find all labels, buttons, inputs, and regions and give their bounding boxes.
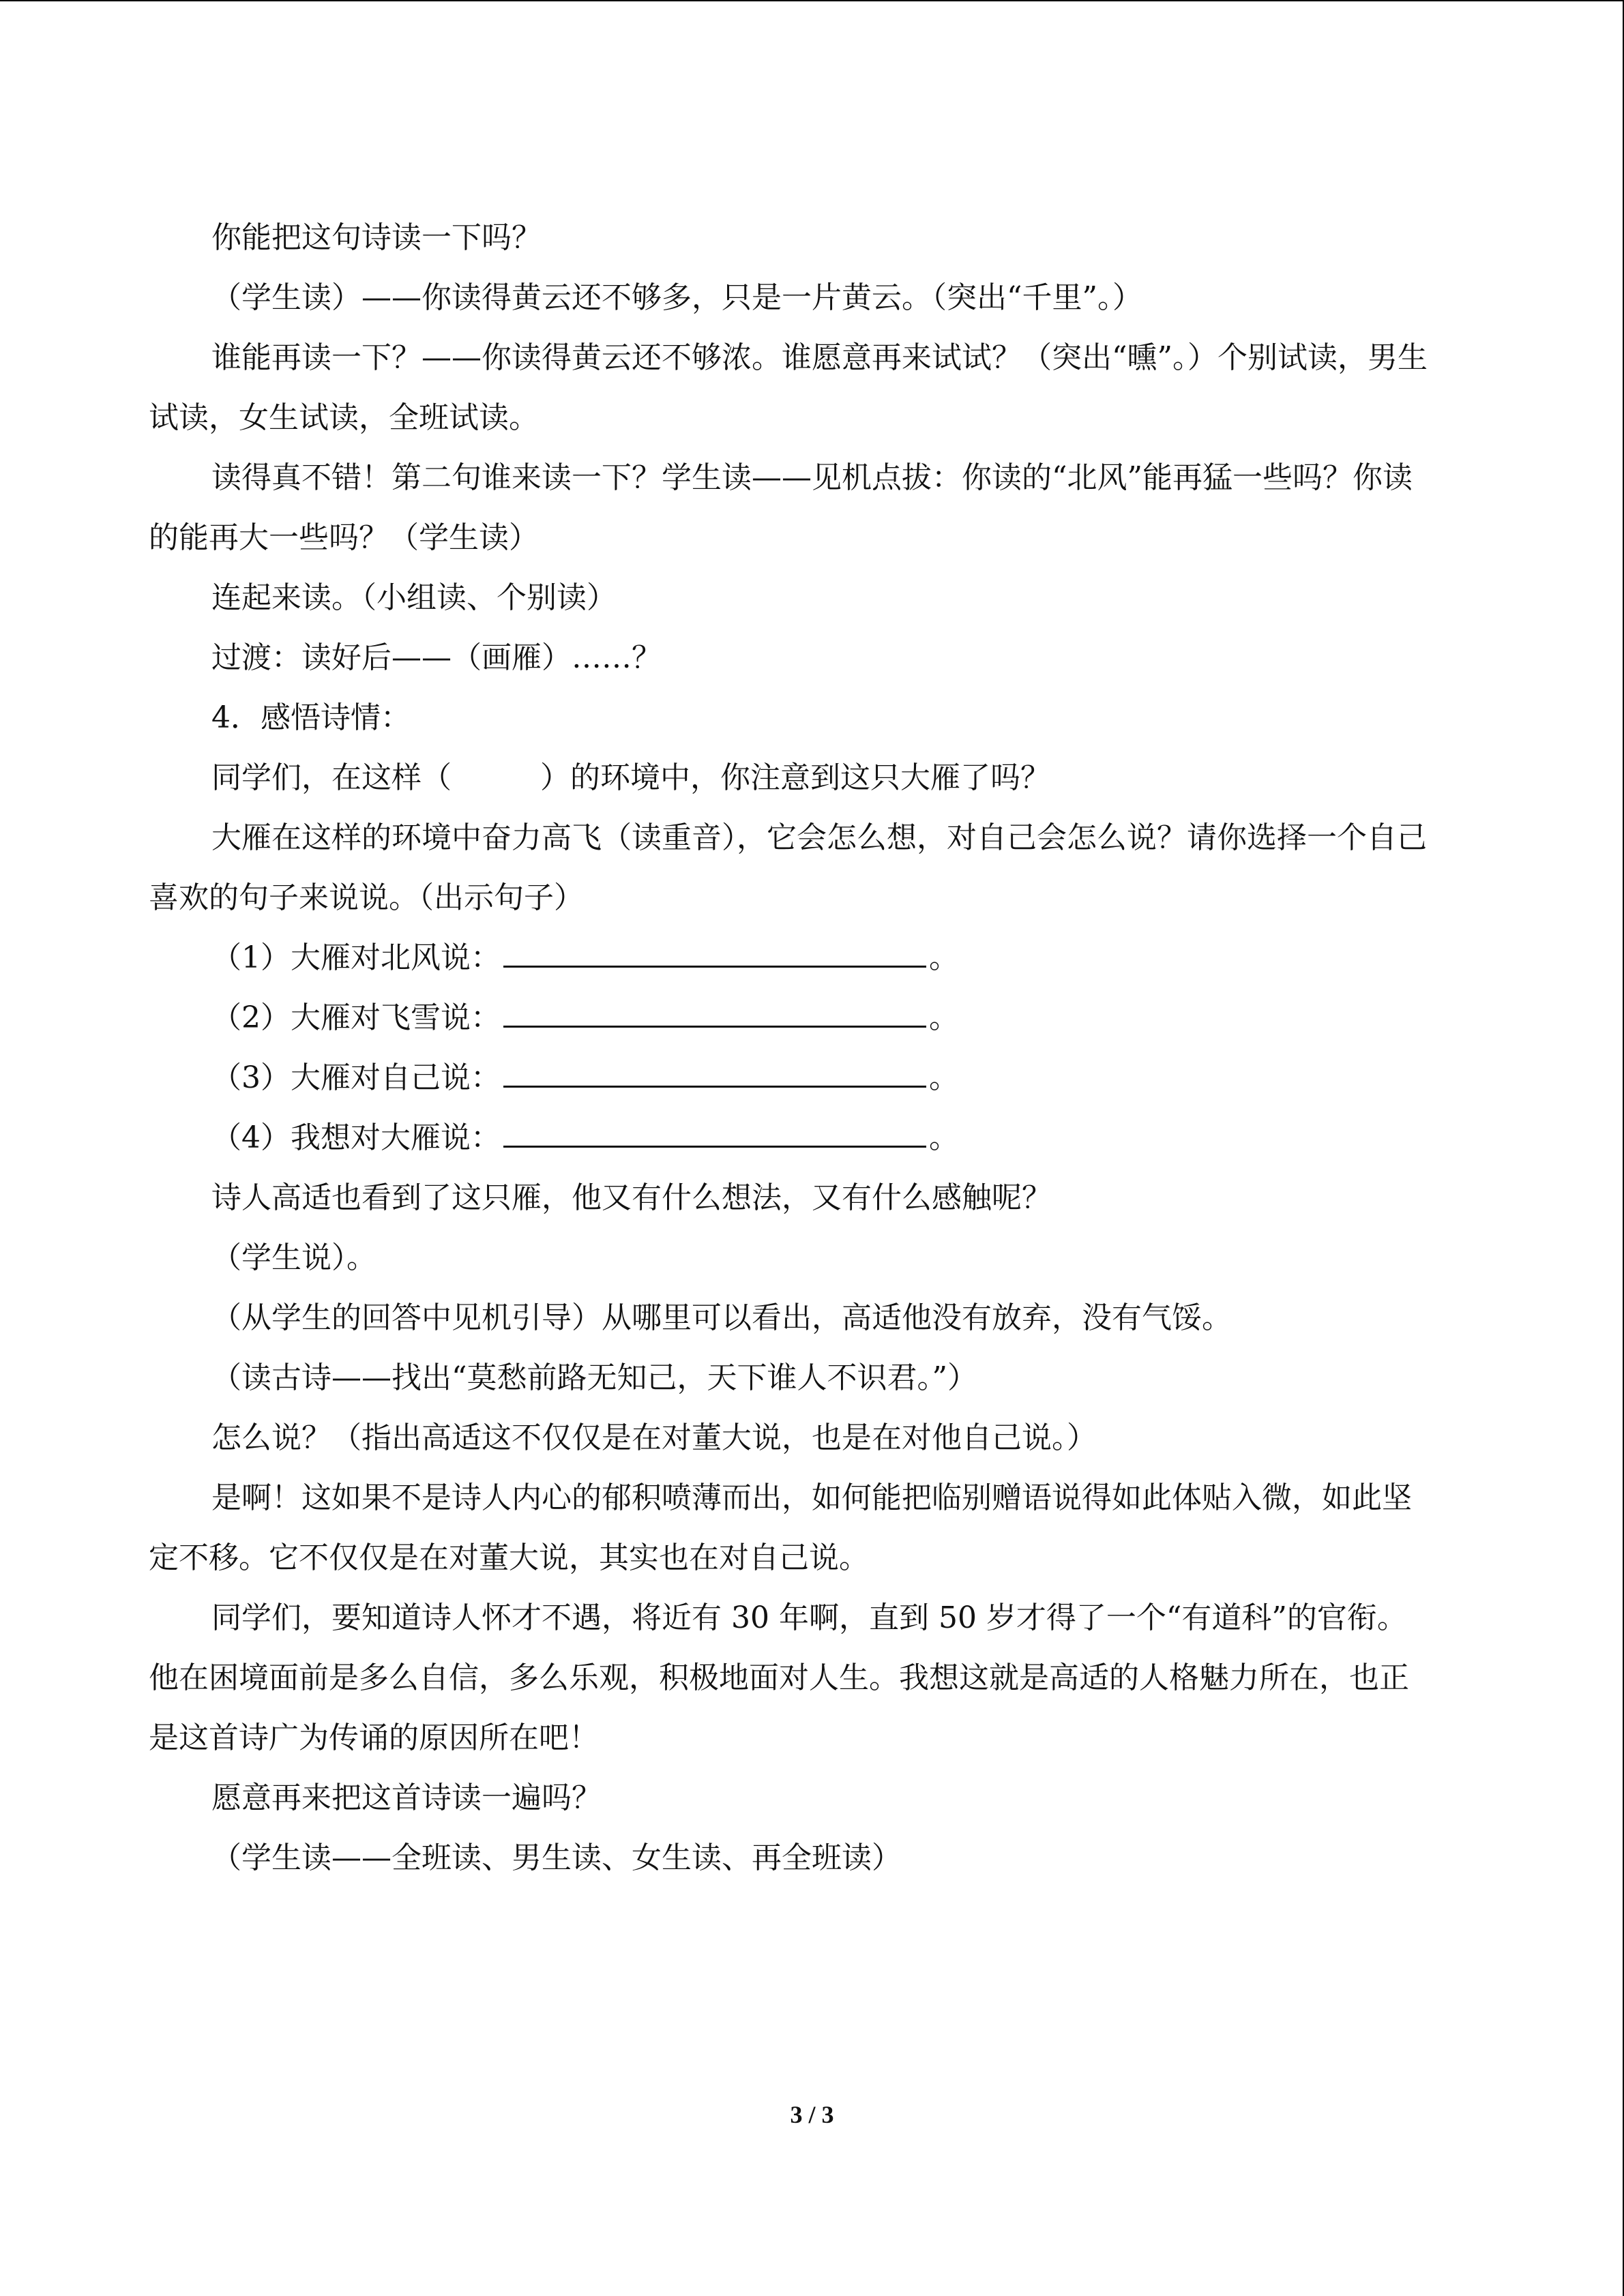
blank-sentence-after: ）的环境中，你注意到这只大雁了吗？: [540, 760, 1050, 795]
fill-blank-line: [503, 938, 926, 968]
page-number: 3 / 3: [790, 2101, 834, 2128]
paragraph: 是啊！这如果不是诗人内心的郁积喷薄而出，如何能把临别赠语说得如此体贴入微，如此坚定不移。它不仅仅是在对董大说，其实也在对自己说。: [149, 1480, 1412, 1575]
fill-item-end: 。: [929, 940, 959, 975]
section-heading: 4．感悟诗情：: [211, 700, 411, 735]
paragraph: 怎么说？（指出高适这不仅仅是在对董大说，也是在对他自己说。）: [211, 1420, 1097, 1455]
paragraph: 你能把这句诗读一下吗？: [211, 220, 542, 255]
paragraph: （从学生的回答中见机引导）从哪里可以看出，高适他没有放弃，没有气馁。: [211, 1300, 1232, 1335]
fill-item: [149, 988, 1431, 1048]
paragraph: 愿意再来把这首诗读一遍吗？: [211, 1780, 602, 1815]
fill-blank-line: [503, 1058, 926, 1088]
paragraph: 大雁在这样的环境中奋力高飞（读重音），它会怎么想，对自己会怎么说？请你选择一个自己喜欢的句子来说说。（出示句子）: [149, 820, 1427, 915]
paragraph: 过渡：读好后——（画雁）……？: [211, 640, 662, 675]
paragraph: （学生说）。: [211, 1240, 377, 1275]
fill-blank-line: [503, 1118, 926, 1148]
fill-item-end: 。: [929, 1000, 959, 1035]
paragraph: 读得真不错！第二句谁来读一下？学生读——见机点拔：你读的“北风”能再猛一些吗？你读的能再大一些吗？（学生读）: [149, 460, 1413, 555]
fill-item: [149, 1048, 1431, 1108]
fill-item-end: 。: [929, 1120, 959, 1155]
paragraph: 同学们，要知道诗人怀才不遇，将近有 30 年啊，直到 50 岁才得了一个“有道科”的官衔。他在困境面前是多么自信，多么乐观，积极地面对人生。我想这就是高适的人格魅力所在，也正是这首诗广为传诵的原因所在吧！: [149, 1600, 1409, 1755]
paragraph: （学生读——全班读、男生读、女生读、再全班读）: [211, 1840, 902, 1875]
fill-item-end: 。: [929, 1060, 959, 1095]
paragraph: （学生读）——你读得黄云还不够多，只是一片黄云。（突出“千里”。）: [211, 280, 1142, 315]
paragraph: 谁能再读一下？——你读得黄云还不够浓。谁愿意再来试试？（突出“曛”。）个别试读，男生试读，女生试读，全班试读。: [149, 340, 1428, 435]
paragraph: 诗人高适也看到了这只雁，他又有什么想法，又有什么感触呢？: [211, 1180, 1052, 1215]
fill-item-label: （3）大雁对自己说：: [211, 1060, 501, 1095]
fill-item-label: （4）我想对大雁说：: [211, 1120, 501, 1155]
fill-item: [149, 1108, 1431, 1168]
blank-sentence-before: 同学们，在这样（: [211, 760, 452, 795]
fill-item: [149, 928, 1431, 988]
paragraph: 连起来读。（小组读、个别读）: [211, 580, 617, 615]
document-body: [149, 208, 1431, 1888]
fill-item-label: （1）大雁对北风说：: [211, 940, 501, 975]
paragraph: （读古诗——找出“莫愁前路无知己，天下谁人不识君。”）: [211, 1360, 977, 1395]
fill-item-label: （2）大雁对飞雪说：: [211, 1000, 501, 1035]
fill-blank-line: [503, 998, 926, 1028]
blank-sentence: [149, 748, 1431, 808]
